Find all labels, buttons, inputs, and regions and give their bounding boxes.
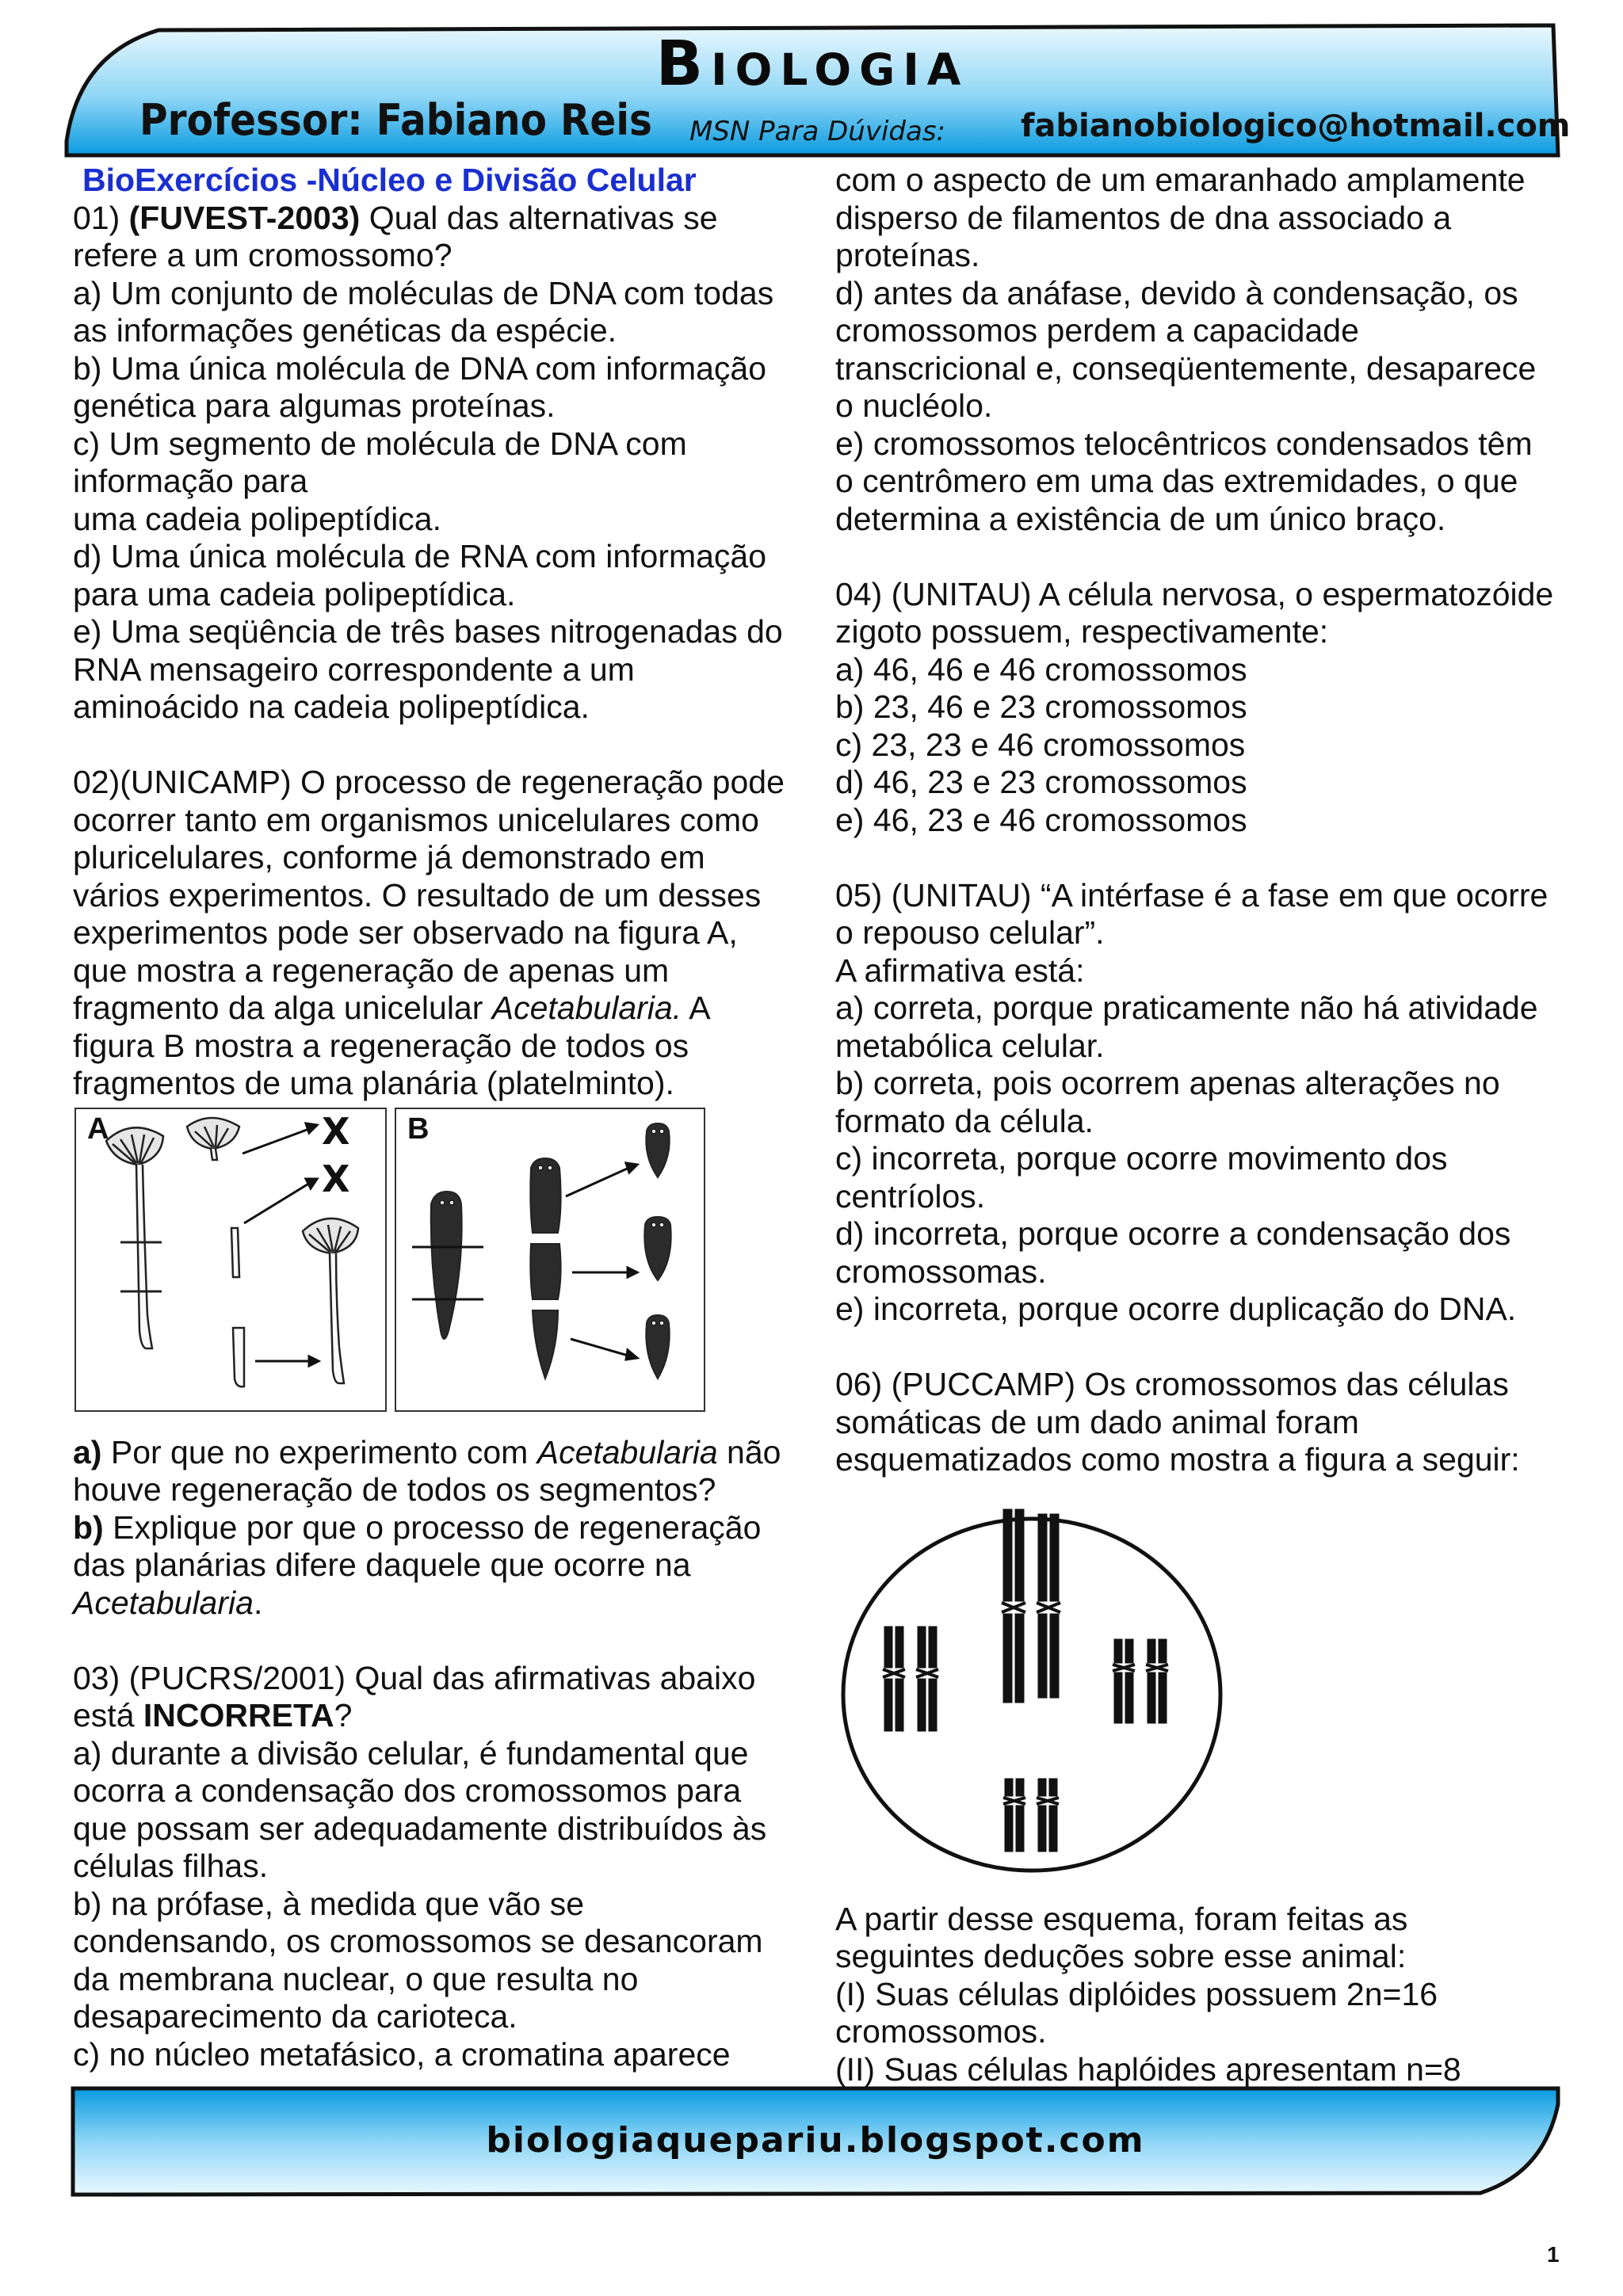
- q02-stem-8: figura B mostra a regeneração de todos os: [73, 1027, 689, 1064]
- q02-stem-4: vários experimentos. O resultado de um desses: [73, 876, 762, 913]
- q04-stem-2: zigoto possuem, respectivamente:: [835, 613, 1329, 650]
- q04-option-e: e) 46, 23 e 46 cromossomos: [835, 801, 1247, 838]
- q05-option-b: b) correta, pois ocorrem apenas alterações no: [835, 1065, 1500, 1101]
- q03-option-e-2: o centrômero em uma das extremidades, o que: [835, 463, 1518, 499]
- q03-option-c: c) no núcleo metafásico, a cromatina aparece: [73, 2035, 731, 2073]
- q02-question-b-tag: b): [73, 1508, 104, 1546]
- q01-number: 01): [73, 199, 129, 236]
- q01-option-a-2: as informações genéticas da espécie.: [73, 312, 617, 349]
- q01-option-b: b) Uma única molécula de DNA com informação: [73, 349, 767, 387]
- figure-a-panel: [74, 1108, 387, 1412]
- q03-option-e-3: determina a existência de um único braço.: [835, 500, 1446, 537]
- q04-option-a: a) 46, 46 e 46 cromossomos: [835, 650, 1247, 688]
- q03-option-b-4: desaparecimento da carioteca.: [73, 1998, 517, 2035]
- q02-stem-9: fragmentos de uma planária (platelminto).: [73, 1065, 674, 1101]
- q02-stem-7b: Acetabularia.: [491, 990, 682, 1026]
- regeneration-figure: [73, 1108, 810, 1428]
- q06-stem-2: somáticas de um dado animal foram: [835, 1403, 1359, 1440]
- chromosome-cell-figure: [835, 1486, 1572, 1894]
- q03-option-e: e) cromossomos telocêntricos condensados têm: [835, 425, 1533, 462]
- q01-option-b-2: genética para algumas proteínas.: [73, 387, 556, 424]
- q06-deduction-i-2: cromossomos.: [835, 2013, 1047, 2050]
- q02-stem-5: experimentos pode ser observado na figura A,: [73, 914, 738, 951]
- q01-option-c-3: uma cadeia polipeptídica.: [73, 500, 441, 537]
- q02-question-b-text: Explique por que o processo de regeneração: [103, 1508, 762, 1546]
- q02-stem-1: 02)(UNICAMP) O processo de regeneração pode: [73, 764, 785, 800]
- footer-site: biologiaquepariu.blogspot.com: [486, 2120, 1145, 2161]
- figure-x-mark-1: X: [322, 1109, 350, 1153]
- q02-stem-6: que mostra a regeneração de apenas um: [73, 952, 670, 989]
- q01-option-c-2: informação para: [73, 463, 308, 499]
- q04-option-c: c) 23, 23 e 46 cromossomos: [835, 726, 1246, 763]
- q05-option-a-2: metabólica celular.: [835, 1027, 1105, 1064]
- q03-stem-2: [73, 1697, 810, 1735]
- q03-option-b-3: da membrana nuclear, o que resulta no: [73, 1960, 639, 1997]
- q02-question-a-tag: a): [73, 1433, 102, 1470]
- q03-incorrect-emphasis: INCORRETA: [143, 1697, 334, 1733]
- figure-b-label: B: [407, 1112, 430, 1146]
- q03-option-d-4: o nucléolo.: [835, 387, 993, 424]
- q01-source: (FUVEST-2003): [128, 199, 361, 236]
- footer-banner: [70, 2085, 1561, 2198]
- q04-option-b: b) 23, 46 e 23 cromossomos: [835, 688, 1247, 725]
- q05-stem-1: 05) (UNITAU) “A intérfase é a fase em que ocorre: [835, 876, 1549, 913]
- q03-option-a-3: que possam ser adequadamente distribuídos às: [73, 1810, 767, 1847]
- figure-b-panel: [395, 1108, 705, 1412]
- acetabularia-drawing: [76, 1109, 385, 1410]
- q02-stem-7a: fragmento da alga unicelular: [73, 990, 492, 1026]
- q01-stem: [73, 200, 810, 238]
- q02-stem-2: ocorrer tanto em organismos unicelulares como: [73, 801, 759, 838]
- q05-stem-3: A afirmativa está:: [835, 952, 1085, 989]
- q03-option-c-3: disperso de filamentos de dna associado a: [835, 199, 1452, 236]
- q01-option-e: e) Uma seqüência de três bases nitrogenadas do: [73, 613, 783, 650]
- q05-option-c-2: centríolos.: [835, 1177, 986, 1215]
- chromosome-cell-drawing: [835, 1486, 1572, 1894]
- q05-stem-2: o repouso celular”.: [835, 914, 1105, 951]
- q03-option-a-4: células filhas.: [73, 1848, 269, 1884]
- q03-option-d-2: cromossomos perdem a capacidade: [835, 312, 1359, 349]
- q03-option-b: b) na prófase, à medida que vão se: [73, 1885, 585, 1922]
- q01-option-c: c) Um segmento de molécula de DNA com: [73, 425, 687, 462]
- q03-stem-2a: está: [73, 1697, 143, 1733]
- q05-option-d: d) incorreta, porque ocorre a condensação dos: [835, 1215, 1511, 1252]
- q02-question-b-3: [73, 1585, 810, 1623]
- q02-stem-7c: A: [682, 990, 711, 1026]
- q02-stem-3: pluricelulares, conforme já demonstrado em: [73, 839, 705, 875]
- q01-option-e-2: RNA mensageiro correspondente a um: [73, 650, 635, 688]
- q02-question-b: [73, 1509, 810, 1547]
- q02-question-a-text-end: não: [717, 1433, 781, 1470]
- q02-question-a-2: houve regeneração de todos os segmentos?: [73, 1471, 716, 1508]
- q03-option-c-4: proteínas.: [835, 237, 980, 273]
- q06-stem-1: 06) (PUCCAMP) Os cromossomos das células: [835, 1366, 1509, 1402]
- q01-stem-2: refere a um cromossomo?: [73, 237, 453, 273]
- q01-stem-text: Qual das alternativas se: [360, 199, 718, 236]
- q03-option-b-2: condensando, os cromossomos se desancoram: [73, 1923, 763, 1959]
- q02-question-b-2: das planárias difere daquele que ocorre na: [73, 1547, 691, 1583]
- q02-question-b-period: .: [253, 1584, 263, 1621]
- q03-option-a: a) durante a divisão celular, é fundamental que: [73, 1734, 749, 1772]
- left-column: [73, 162, 810, 2073]
- q03-option-d-3: transcricional e, conseqüentemente, desaparece: [835, 349, 1537, 387]
- q03-stem-2c: ?: [334, 1697, 353, 1733]
- q02-stem-7: [73, 990, 810, 1028]
- header-banner: [63, 22, 1571, 158]
- q06-stem-3: esquematizados como mostra a figura a seguir:: [835, 1441, 1520, 1478]
- q05-option-c: c) incorreta, porque ocorre movimento dos: [835, 1140, 1448, 1177]
- q06-after-2: seguintes deduções sobre esse animal:: [835, 1938, 1407, 1974]
- q01-option-d: d) Uma única molécula de RNA com informação: [73, 538, 767, 574]
- q05-option-b-2: formato da célula.: [835, 1102, 1094, 1139]
- q03-stem-1: 03) (PUCRS/2001) Qual das afirmativas abaixo: [73, 1659, 756, 1696]
- q04-option-d: d) 46, 23 e 23 cromossomos: [835, 764, 1247, 800]
- q04-stem-1: 04) (UNITAU) A célula nervosa, o espermatozóide: [835, 575, 1554, 612]
- q02-question-b-species: Acetabularia: [73, 1584, 254, 1621]
- q05-option-d-2: cromossomas.: [835, 1253, 1047, 1290]
- q03-option-d: d) antes da anáfase, devido à condensação, os: [835, 274, 1518, 311]
- planaria-drawing: [396, 1109, 704, 1410]
- page-number: 1: [1547, 2242, 1560, 2267]
- q02-question-a-species: Acetabularia: [537, 1433, 718, 1470]
- q06-after-1: A partir desse esquema, foram feitas as: [835, 1900, 1408, 1937]
- q03-option-c-2: com o aspecto de um emaranhado amplamente: [835, 162, 1526, 198]
- header-msn-label: MSN Para Dúvidas:: [689, 116, 945, 147]
- figure-a-label: A: [87, 1112, 109, 1146]
- q01-option-d-2: para uma cadeia polipeptídica.: [73, 575, 516, 612]
- q05-option-e: e) incorreta, porque ocorre duplicação do DNA.: [835, 1291, 1517, 1327]
- q01-option-a: a) Um conjunto de moléculas de DNA com todas: [73, 274, 774, 311]
- header-title: Biologia: [655, 29, 969, 100]
- q06-deduction-i: (I) Suas células diplóides possuem 2n=16: [835, 1975, 1438, 2012]
- right-column: [835, 162, 1572, 2088]
- q02-question-a-text: Por que no experimento com: [101, 1433, 537, 1470]
- q03-option-a-2: ocorra a condensação dos cromossomos para: [73, 1772, 742, 1809]
- q06-deduction-ii: (II) Suas células haplóides apresentam n=8: [835, 2050, 1461, 2088]
- figure-x-mark-2: X: [322, 1157, 350, 1200]
- q02-question-a: [73, 1434, 810, 1472]
- q01-option-e-3: aminoácido na cadeia polipeptídica.: [73, 688, 590, 725]
- header-email: fabianobiologico@hotmail.com: [1021, 108, 1571, 144]
- q05-option-a: a) correta, porque praticamente não há atividade: [835, 990, 1538, 1026]
- section-title: BioExercícios -Núcleo e Divisão Celular: [82, 162, 697, 198]
- header-professor: Professor: Fabiano Reis: [139, 95, 652, 145]
